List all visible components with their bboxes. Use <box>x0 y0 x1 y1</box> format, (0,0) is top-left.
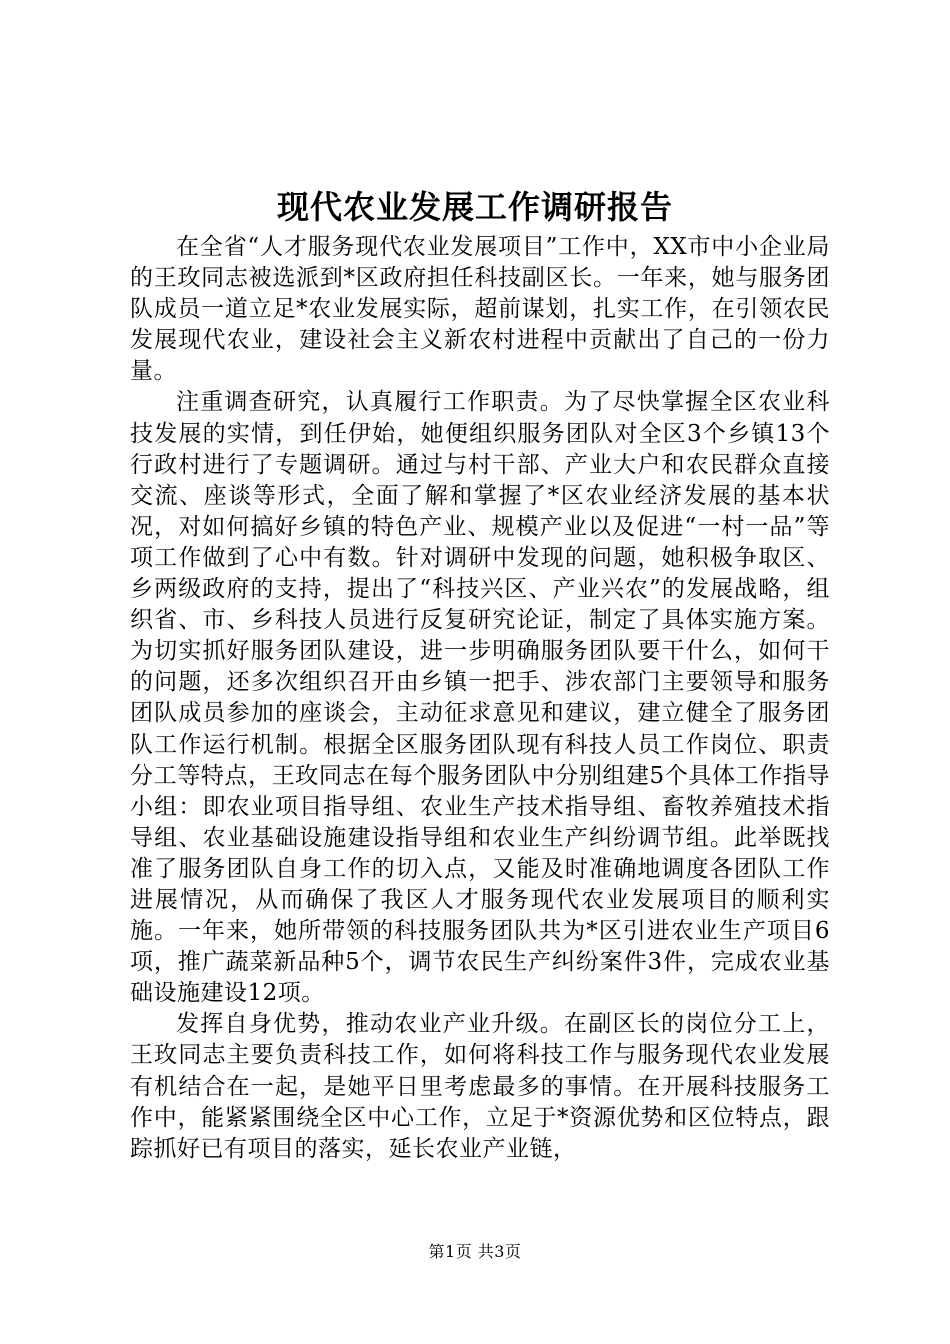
page-number-footer: 第1页 共3页 <box>428 1242 522 1261</box>
paragraph-research: 注重调查研究，认真履行工作职责。为了尽快掌握全区农业科技发展的实情，到任伊始，她便组织服务团队对全区3个乡镇13个行政村进行了专题调研。通过与村干部、产业大户和农民群众直接交流、座谈等形式，全面了解和掌握了*区农业经济发展的基本状况，对如何搞好乡镇的特色产业、规模产业以及促进“一村一品”等项工作做到了心中有数。针对调研中发现的问题，她积极争取区、乡两级政府的支持，提出了“科技兴区、产业兴农”的发展战略，组织省、市、乡科技人员进行反复研究论证，制定了具体实施方案。为切实抓好服务团队建设，进一步明确服务团队要干什么，如何干的问题，还多次组织召开由乡镇一把手、涉农部门主要领导和服务团队成员参加的座谈会，主动征求意见和建议，建立健全了服务团队工作运行机制。根据全区服务团队现有科技人员工作岗位、职责分工等特点，王玫同志在每个服务团队中分别组建5个具体工作指导小组：即农业项目指导组、农业生产技术指导组、畜牧养殖技术指导组、农业基础设施建设指导组和农业生产纠纷调节组。此举既找准了服务团队自身工作的切入点，又能及时准确地调度各团队工作进展情况，从而确保了我区人才服务现代农业发展项目的顺利实施。一年来，她所带领的科技服务团队共为*区引进农业生产项目6项，推广蔬菜新品种5个，调节农民生产纠纷案件3件，完成农业基础设施建设12项。 <box>130 389 830 1007</box>
paragraph-intro: 在全省“人才服务现代农业发展项目”工作中，XX市中小企业局的王玫同志被选派到*区政府担任科技副区长。一年来，她与服务团队成员一道立足*农业发展实际，超前谋划，扎实工作，在引领农民发展现代农业，建设社会主义新农村进程中贡献出了自己的一份力量。 <box>130 234 830 385</box>
document-title: 现代农业发展工作调研报告 <box>276 188 673 226</box>
paragraph-advantages: 发挥自身优势，推动农业产业升级。在副区长的岗位分工上，王玫同志主要负责科技工作，如何将科技工作与服务现代农业发展有机结合在一起，是她平日里考虑最多的事情。在开展科技服务工作中，能紧紧围绕全区中心工作，立足于*资源优势和区位特点，跟踪抓好已有项目的落实，延长农业产业链， <box>130 1011 830 1162</box>
document-body <box>130 232 830 1165</box>
